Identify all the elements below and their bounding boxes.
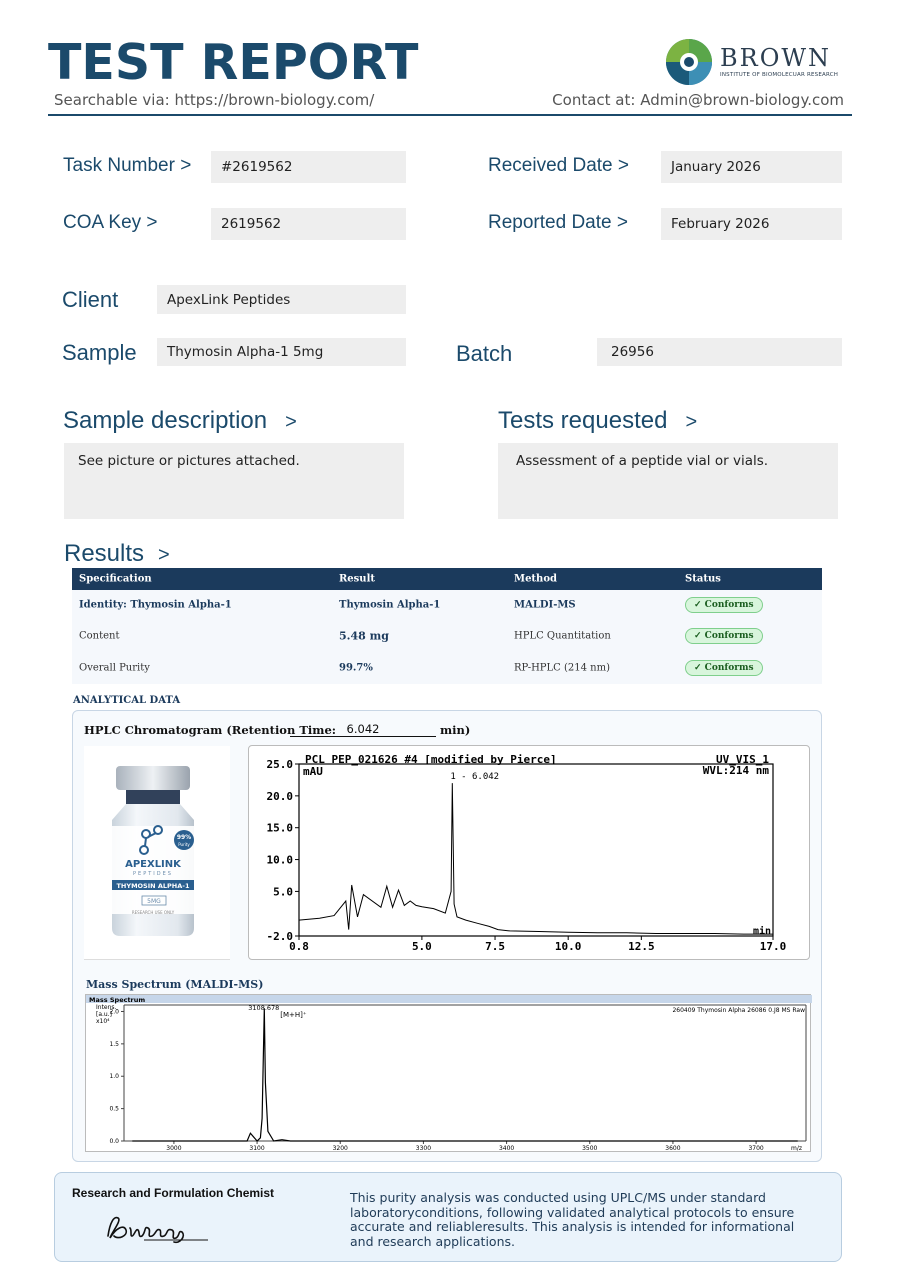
row-spec: Identity: Thymosin Alpha-1 — [79, 599, 232, 611]
y-axis-label: [a.u.] — [96, 1011, 112, 1018]
coa-key-value: 2619562 — [211, 208, 406, 240]
chart-wavelength: WVL:214 nm — [702, 764, 769, 777]
sample-value: Thymosin Alpha-1 5mg — [157, 338, 406, 366]
task-number-label: Task Number > — [63, 155, 192, 176]
brand-name: BROWN — [720, 44, 832, 72]
hplc-title: HPLC Chromatogram (Retention Time: — [84, 723, 337, 737]
row-spec: Overall Purity — [79, 662, 150, 674]
vial-dose: 5MG — [147, 898, 161, 905]
received-date-value: January 2026 — [661, 151, 842, 183]
mass-spectrum-title: Mass Spectrum (MALDI-MS) — [86, 978, 264, 991]
client-label: Client — [62, 287, 119, 312]
plot-frame — [299, 764, 773, 936]
vial-icon — [84, 746, 230, 960]
row-spec: Content — [79, 630, 120, 642]
table-header — [72, 568, 822, 590]
header-divider — [48, 114, 852, 116]
x-tick-label: 3300 — [415, 1145, 432, 1152]
header-specification: Specification — [79, 573, 152, 585]
sample-description-text: See picture or pictures attached. — [64, 443, 404, 519]
x-tick-label: 5.0 — [411, 940, 432, 953]
chemist-label: Research and Formulation Chemist — [72, 1186, 275, 1200]
y-tick-label: 20.0 — [266, 789, 293, 803]
coa-key-label: COA Key > — [63, 212, 158, 233]
ms-header-title: Mass Spectrum — [89, 996, 146, 1004]
page-title: TEST REPORT — [48, 34, 419, 91]
status-badge: ✓ Conforms — [685, 597, 763, 613]
mass-spectrum-panel — [85, 994, 811, 1152]
x-tick-label: 3000 — [166, 1145, 182, 1152]
y-tick-label: 5.0 — [273, 885, 293, 899]
analytical-data-title: ANALYTICAL DATA — [73, 695, 181, 706]
tests-requested-text: Assessment of a peptide vial or vials. — [498, 443, 838, 519]
x-axis-label: min — [752, 926, 771, 937]
row-result: 99.7% — [339, 662, 373, 674]
row-method: MALDI-MS — [514, 599, 576, 611]
hplc-unit: min) — [440, 723, 471, 737]
table-row — [72, 590, 822, 620]
y-tick-label: 1.0 — [109, 1073, 119, 1081]
brand-subtitle: INSTITUTE OF BIOMOLECUAR RESEARCH — [720, 72, 839, 78]
vial-image — [84, 746, 230, 960]
y-tick-label: 1.5 — [109, 1040, 119, 1048]
vial-note: RESEARCH USE ONLY — [131, 910, 175, 915]
y-tick-label: 10.0 — [266, 853, 293, 867]
spectrum-trace — [132, 1008, 797, 1141]
y-axis-label: Intens. — [96, 1004, 117, 1011]
header-result: Result — [339, 573, 375, 585]
ion-label: [M+H]⁺ — [280, 1011, 307, 1019]
x-tick-label: 0.8 — [289, 940, 309, 953]
header-status: Status — [685, 573, 721, 585]
batch-label: Batch — [456, 341, 513, 366]
batch-value: 26956 — [597, 338, 842, 366]
row-method: HPLC Quantitation — [514, 630, 611, 642]
vial-product: THYMOSIN ALPHA-1 — [116, 882, 190, 890]
x-tick-label: 3700 — [748, 1145, 764, 1152]
sample-label: Sample — [62, 340, 137, 365]
hplc-chart-panel — [248, 745, 810, 960]
task-number-value: #2619562 — [211, 151, 406, 183]
y-tick-label: 25.0 — [266, 758, 293, 771]
vial-purity-word: Purity — [178, 842, 190, 847]
institute-logo-icon — [665, 38, 713, 86]
status-badge: ✓ Conforms — [685, 628, 763, 644]
retention-time-value: 6.042 — [290, 722, 436, 737]
ms-sample-id: 260409 Thymosin Alpha 26086 0.J8 MS Raw — [672, 1007, 805, 1014]
footer-disclaimer: This purity analysis was conducted using UPLC/MS under standard laboratoryconditions, following validated analytical protocols to ensure accurate and reliableresults. This analysis is intended for informational and research applications. — [350, 1190, 795, 1249]
y-tick-label: 2.0 — [109, 1008, 119, 1016]
contact-email: Contact at: Admin@brown-biology.com — [552, 91, 844, 109]
y-tick-label: 15.0 — [266, 821, 293, 835]
reported-date-value: February 2026 — [661, 208, 842, 240]
x-tick-label: 3400 — [498, 1145, 515, 1152]
table-row — [72, 620, 822, 652]
y-tick-label: -2.0 — [266, 930, 293, 943]
row-result: Thymosin Alpha-1 — [339, 599, 441, 611]
results-table — [72, 568, 822, 684]
chart-title: PCL PEP_021626 #4 [modified by Pierce] — [305, 753, 557, 766]
vial-purity-badge: 99% — [176, 834, 192, 841]
vial-brand: APEXLINK — [125, 859, 181, 870]
chromatogram-trace — [299, 783, 773, 934]
x-tick-label: 3100 — [249, 1145, 265, 1152]
y-axis-label: x10⁴ — [96, 1018, 110, 1025]
x-tick-label: 3200 — [332, 1145, 348, 1152]
x-tick-label: 3500 — [582, 1145, 598, 1152]
y-axis-label: mAU — [303, 765, 323, 778]
table-row — [72, 652, 822, 684]
status-badge: ✓ Conforms — [685, 660, 763, 676]
chart-channel: UV_VIS_1 — [716, 753, 769, 766]
mass-spectrum-chart — [86, 995, 812, 1153]
x-tick-label: 12.5 — [628, 940, 655, 953]
x-axis-label: m/z — [790, 1145, 802, 1152]
row-method: RP-HPLC (214 nm) — [514, 662, 611, 674]
client-value: ApexLink Peptides — [157, 285, 406, 314]
hplc-chart — [249, 746, 811, 961]
x-tick-label: 3600 — [665, 1145, 681, 1152]
y-tick-label: 0.5 — [109, 1105, 119, 1113]
received-date-label: Received Date > — [488, 155, 629, 176]
x-tick-label: 7.5 — [485, 940, 505, 953]
signature-icon — [104, 1210, 214, 1250]
searchable-url: Searchable via: https://brown-biology.com/ — [54, 91, 375, 109]
peak-label: 1 - 6.042 — [450, 772, 500, 783]
vial-sub: PEPTIDES — [133, 871, 173, 877]
x-tick-label: 17.0 — [759, 940, 787, 953]
tests-requested-heading: Tests requested > — [498, 407, 698, 434]
ms-header-bar — [86, 995, 812, 1003]
header-method: Method — [514, 573, 557, 585]
reported-date-label: Reported Date > — [488, 212, 628, 233]
sample-description-heading: Sample description > — [63, 407, 297, 434]
x-tick-label: 10.0 — [554, 940, 582, 953]
peak-label: 3108.678 — [248, 1004, 280, 1012]
results-heading: Results > — [64, 540, 170, 567]
row-result: 5.48 mg — [339, 629, 389, 643]
y-tick-label: 0.0 — [109, 1138, 119, 1145]
